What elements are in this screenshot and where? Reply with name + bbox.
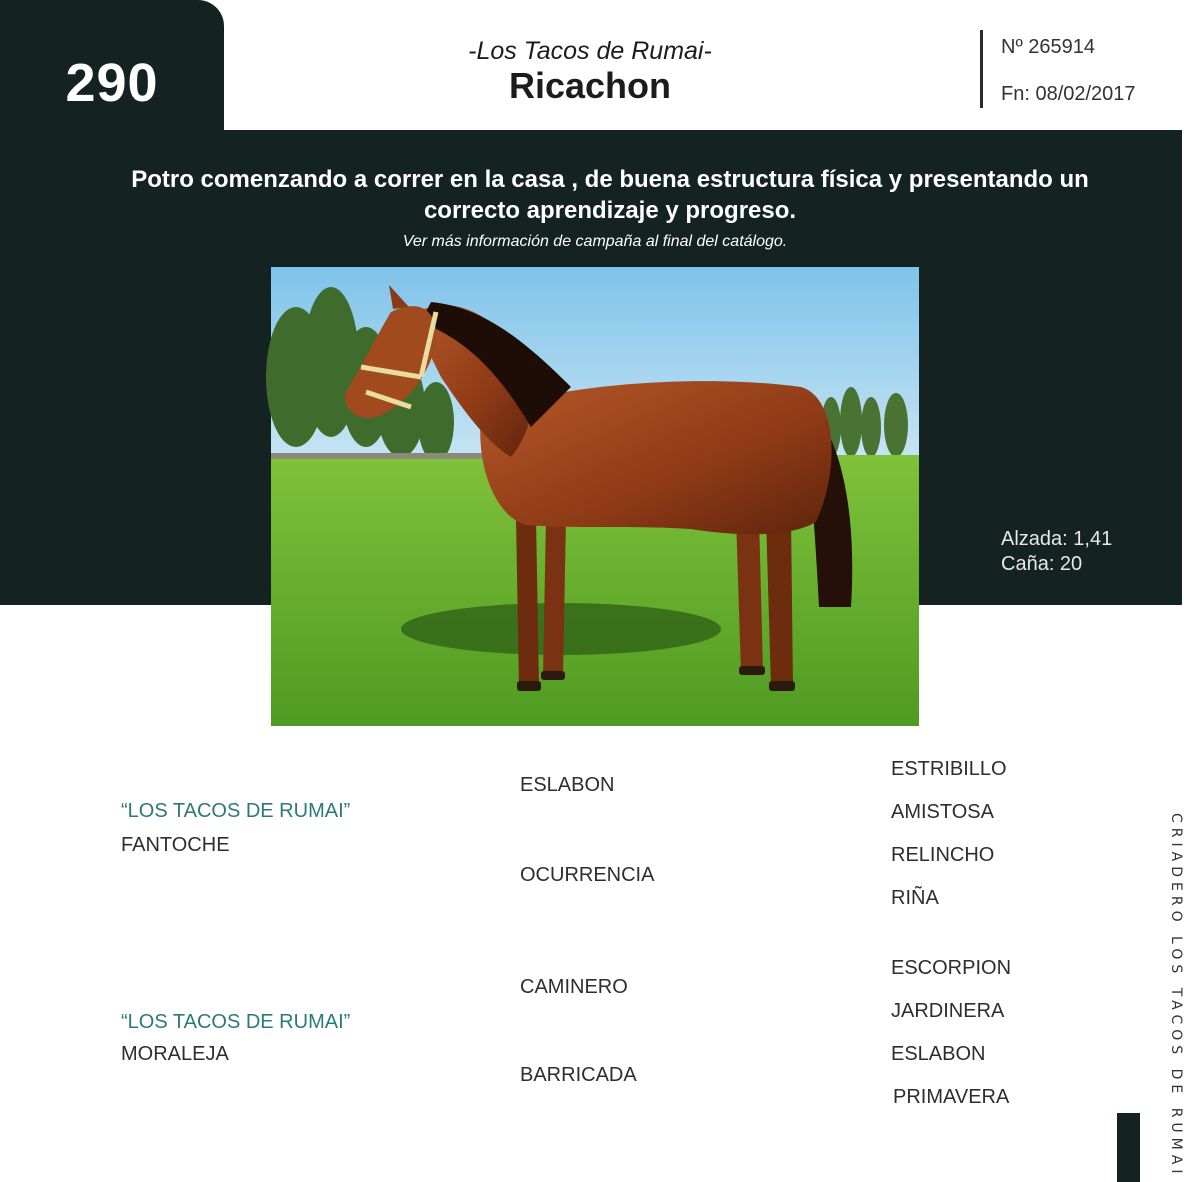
dam-prefix: “LOS TACOS DE RUMAI” [121,1011,351,1033]
breeder-name: -Los Tacos de Rumai- [468,37,712,65]
lot-number: 290 [65,53,159,113]
great-grandparent: ESTRIBILLO [891,758,1007,780]
height-measure: Alzada: 1,41 [1001,528,1113,550]
great-grandparent: JARDINERA [891,1000,1005,1022]
header-divider [980,30,983,108]
paternal-granddam: OCURRENCIA [520,864,655,886]
paternal-grandsire: ESLABON [520,774,615,796]
lot-number-box [0,0,224,150]
great-grandparent: ESCORPION [891,957,1012,979]
maternal-granddam: BARRICADA [520,1064,637,1086]
registration-number: Nº 265914 [1001,36,1096,58]
header-title [380,36,800,106]
horse-description: Potro comenzando a correr en la casa , de buena estructura física y presentando un correcto aprendizaje y progreso. [131,166,1089,224]
great-grandparent: ESLABON [891,1043,986,1065]
birth-date: Fn: 08/02/2017 [1001,83,1136,105]
great-grandparent: RELINCHO [891,844,995,866]
cannon-measure: Caña: 20 [1001,553,1083,575]
campaign-note: Ver más información de campaña al final del catálogo. [402,233,788,250]
great-grandparent: AMISTOSA [891,801,994,823]
sire-prefix: “LOS TACOS DE RUMAI” [121,800,351,822]
horse-name: Ricachon [508,65,672,106]
sire-name: FANTOCHE [121,834,230,856]
side-brand-text: CRIADERO LOS TACOS DE RUMAI [1168,813,1184,1179]
maternal-grandsire: CAMINERO [520,976,628,998]
great-grandparent: RIÑA [891,887,939,909]
great-grandparent: PRIMAVERA [893,1086,1010,1108]
side-bar [1117,1113,1140,1182]
horse-photo [271,267,919,726]
dam-name: MORALEJA [121,1043,229,1065]
